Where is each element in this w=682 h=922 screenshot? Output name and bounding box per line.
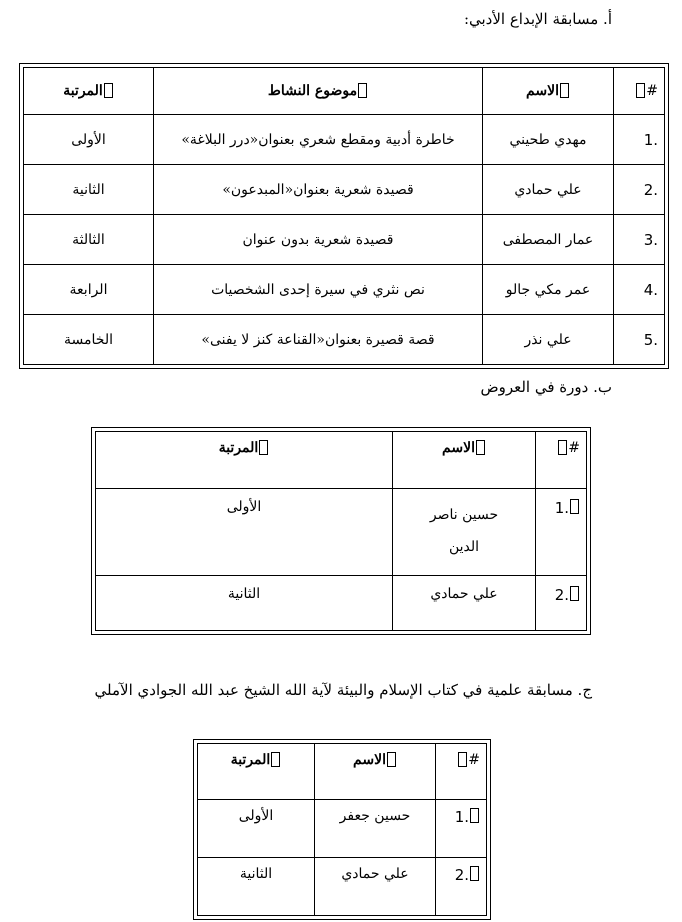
row-rank: الرابعة — [24, 265, 154, 315]
table-header-row — [198, 744, 487, 800]
table-row — [24, 215, 665, 265]
row-topic: قصيدة شعرية بدون عنوان — [154, 215, 483, 265]
section-a-heading: أ. مسابقة الإبداع الأدبي: — [463, 10, 612, 28]
row-name-line1: حسين ناصر — [429, 507, 499, 523]
row-name: حسين جعفر — [315, 800, 436, 858]
row-rank: الأولى — [24, 115, 154, 165]
row-rank: الثانية — [24, 165, 154, 215]
row-num: 1. — [436, 800, 487, 858]
row-rank: الأولى — [198, 800, 315, 858]
table-header-row — [24, 68, 665, 115]
row-name — [393, 489, 536, 576]
prosody-course-table — [95, 431, 587, 631]
row-name: عمار المصطفى — [483, 215, 614, 265]
row-num: 2. — [536, 576, 587, 631]
row-topic: نص نثري في سيرة إحدى الشخصيات — [154, 265, 483, 315]
row-rank: الثانية — [198, 858, 315, 916]
section-c-heading: ج. مسابقة علمية في كتاب الإسلام والبيئة لآية الله الشيخ عبد الله الجوادي الآملي — [94, 681, 592, 699]
table-row — [96, 576, 587, 631]
table-row — [96, 489, 587, 576]
row-num: 2. — [614, 165, 665, 215]
row-topic: خاطرة أدبية ومقطع شعري بعنوان«درر البلاغة» — [154, 115, 483, 165]
table-row — [24, 115, 665, 165]
row-num: 1. — [614, 115, 665, 165]
row-rank: الثالثة — [24, 215, 154, 265]
row-rank: الأولى — [96, 489, 393, 576]
row-num: 4. — [614, 265, 665, 315]
table-header-row — [96, 432, 587, 489]
row-rank: الخامسة — [24, 315, 154, 365]
row-topic: قصة قصيرة بعنوان«القناعة كنز لا يفنى» — [154, 315, 483, 365]
row-rank: الثانية — [96, 576, 393, 631]
row-num: 5. — [614, 315, 665, 365]
row-num: 3. — [614, 215, 665, 265]
row-name: علي حمادي — [315, 858, 436, 916]
table-row — [24, 265, 665, 315]
col-rank-header: المرتبة — [24, 68, 154, 115]
col-name-header: الاسم — [315, 744, 436, 800]
row-topic: قصيدة شعرية بعنوان«المبدعون» — [154, 165, 483, 215]
table-row — [24, 165, 665, 215]
col-num-header: # — [436, 744, 487, 800]
section-b-heading: ب. دورة في العروض — [480, 378, 612, 396]
col-name-header: الاسم — [483, 68, 614, 115]
col-topic-header: موضوع النشاط — [154, 68, 483, 115]
science-contest-table — [197, 743, 487, 916]
col-num-header: # — [536, 432, 587, 489]
table-row — [198, 800, 487, 858]
col-num-header: # — [614, 68, 665, 115]
row-name: عمر مكي جالو — [483, 265, 614, 315]
row-name-line2: الدين — [448, 539, 480, 555]
row-num: 2. — [436, 858, 487, 916]
row-name: مهدي طحيني — [483, 115, 614, 165]
row-name: علي حمادي — [393, 576, 536, 631]
table-row — [24, 315, 665, 365]
row-num: 1. — [536, 489, 587, 576]
row-name: علي نذر — [483, 315, 614, 365]
row-name: علي حمادي — [483, 165, 614, 215]
literary-contest-table — [23, 67, 665, 365]
col-name-header: الاسم — [393, 432, 536, 489]
table-row — [198, 858, 487, 916]
col-rank-header: المرتبة — [198, 744, 315, 800]
col-rank-header: المرتبة — [96, 432, 393, 489]
